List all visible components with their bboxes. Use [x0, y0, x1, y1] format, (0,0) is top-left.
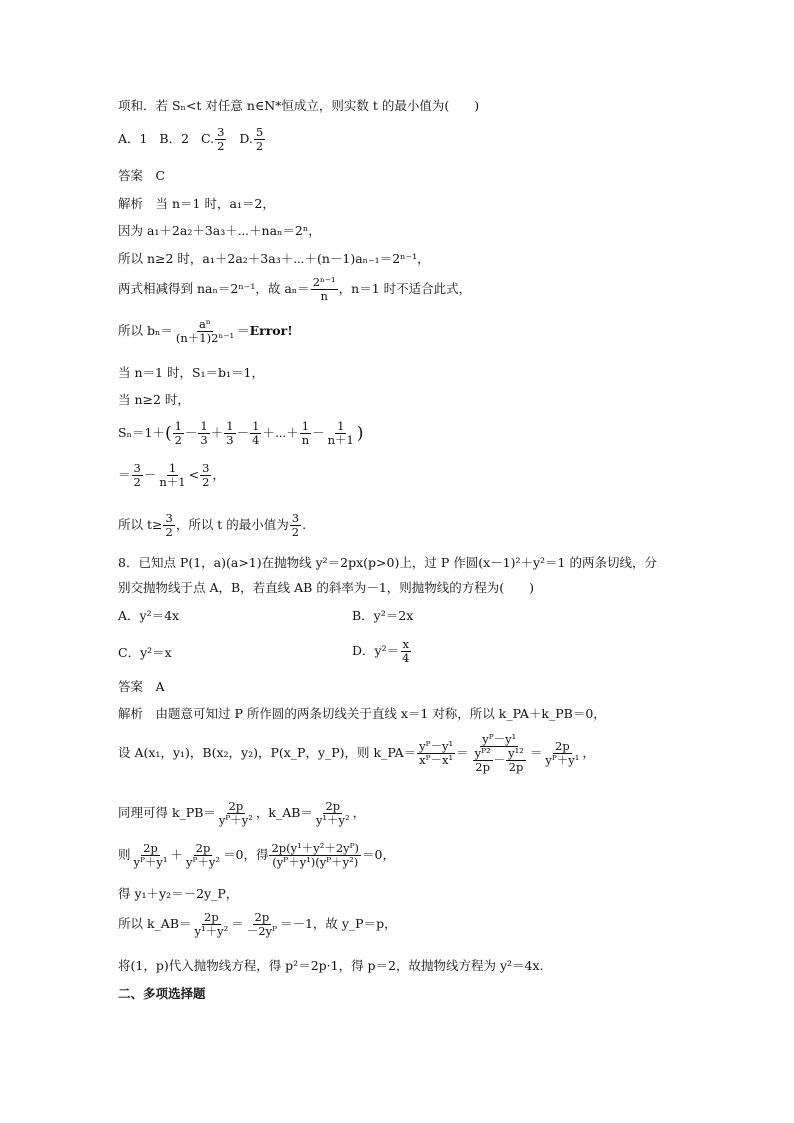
q7-solution-line-3: 所以 n≥2 时，a₁＋2a₂＋3a₃＋⋯＋(n－1)aₙ₋₁＝2ⁿ⁻¹， — [118, 251, 430, 266]
q7-solution-line-10: 所以 t≥ $\frac{3}{2}$ ，所以 t 的最小值为 $\frac{3}{2}$ . — [118, 511, 307, 539]
q8-solution-line-3: 同理可得 k_PB＝ $\frac{2p}{\text{yᴾ＋y²}}$ ，k_AB＝ $\frac{2p}{\text{y¹＋y²}}$ ， — [118, 799, 366, 827]
q7-solution-line-9: ＝ $\frac{3}{2}$ － $\frac{1}{n+1}$ < $\frac{3}{2}$ ， — [118, 461, 225, 489]
section-heading: 二、多项选择题 — [118, 986, 206, 1001]
q8-option-c: C．y²＝x — [118, 645, 172, 660]
q8-solution-line-7: 将(1，p)代入抛物线方程，得 p²＝2p·1，得 p＝2，故抛物线方程为 y²＝4x. — [118, 958, 544, 973]
q7-option-b: B．2 — [159, 131, 190, 146]
q7-solution-line-5: 所以 bₙ＝ $\frac{\text{aⁿ}}{\text{(n＋1)2ⁿ⁻¹}}$ ＝Error! — [118, 317, 293, 345]
q8-solution-line-5: 得 y₁＋y₂＝－2y_P， — [118, 886, 239, 901]
q7-solution-line-8: Sₙ＝1＋( $\frac{1}{2}$ － $\frac{1}{3}$ ＋ $\frac{1}{3}$ － $\frac{1}{4}$ ＋⋯＋ $\frac{1}{n}$ － $\frac{1}{n+1}$ ) — [118, 419, 364, 447]
q7-stem-tail: 项和．若 Sₙ<t 对任意 n∈N*恒成立，则实数 t 的最小值为( ) — [118, 98, 480, 113]
q8-solution-line-4: 则 $\frac{2p}{\text{yᴾ＋y¹}}$ ＋ $\frac{2p}{\text{yᴾ＋y²}}$ ＝0，得 $\frac{\text{2p(y¹＋y²＋2yᴾ)}}{\text{(yᴾ＋y¹)(yᴾ＋y²)}}$ ＝0， — [118, 841, 395, 869]
q8-solution-line-2: 设 A(x₁，y₁)，B(x₂，y₂)，P(x_P，y_P)，则 k_PA＝ $\frac{\text{yᴾ－y¹}}{\text{xᴾ－x¹}}$ ＝ yᴾ－y¹ $\frac{\text{yᴾ²}}{2p}$ － $\frac{\text{y¹²}}{2p}$ ＝ $\frac{2p}{\text{yᴾ＋y¹}}$ ， — [118, 732, 595, 774]
q7-option-c: C. $\frac{3}{2}$ — [200, 125, 225, 153]
q8-solution-line-6: 所以 k_AB＝ $\frac{2p}{\text{y¹＋y²}}$ ＝ $\frac{2p}{\text{－2yᴾ}}$ ＝－1，故 y_P＝p， — [118, 910, 397, 938]
q8-option-b: B．y²＝2x — [352, 608, 414, 623]
q7-solution-line-2: 因为 a₁＋2a₂＋3a₃＋⋯＋naₙ＝2ⁿ， — [118, 223, 321, 238]
fraction: $\frac{\text{aⁿ}}{\text{(n＋1)2ⁿ⁻¹}}$ — [175, 317, 235, 345]
q7-answer: 答案 C — [118, 168, 166, 183]
q8-option-a: A．y²＝4x — [118, 608, 180, 623]
q7-options — [118, 126, 266, 153]
q8-stem-line-2: 别交抛物线于点 A，B，若直线 AB 的斜率为－1，则抛物线的方程为( ) — [118, 580, 535, 595]
q8-stem-line-1: 8．已知点 P(1，a)(a>1)在抛物线 y²＝2px(p>0)上，过 P 作圆(x－1)²＋y²＝1 的两条切线，分 — [118, 555, 657, 570]
q7-solution-line-1: 解析 当 n＝1 时，a₁＝2， — [118, 196, 275, 211]
q7-solution-line-6: 当 n＝1 时，S₁＝b₁＝1， — [118, 365, 264, 380]
compound-fraction: yᴾ－y¹ $\frac{\text{yᴾ²}}{2p}$ － $\frac{\text{y¹²}}{2p}$ — [474, 732, 524, 774]
q7-option-d: D. $\frac{5}{2}$ — [239, 125, 264, 153]
q7-option-a: A．1 — [118, 131, 148, 146]
fraction: $\frac{\text{2ⁿ⁻¹}}{n}$ — [312, 275, 336, 303]
q8-answer: 答案 A — [118, 679, 165, 694]
q8-option-d: D．y²＝ $\frac{x}{4}$ — [352, 637, 410, 665]
q7-solution-line-4: 两式相减得到 naₙ＝2ⁿ⁻¹，故 aₙ＝ $\frac{\text{2ⁿ⁻¹}}{n}$ ，n＝1 时不适合此式， — [118, 275, 472, 303]
q7-solution-line-7: 当 n≥2 时， — [118, 392, 190, 407]
q8-solution-line-1: 解析 由题意可知过 P 所作圆的两条切线关于直线 x＝1 对称，所以 k_PA＋k_PB＝0， — [118, 706, 606, 721]
error-text: Error! — [249, 323, 293, 338]
